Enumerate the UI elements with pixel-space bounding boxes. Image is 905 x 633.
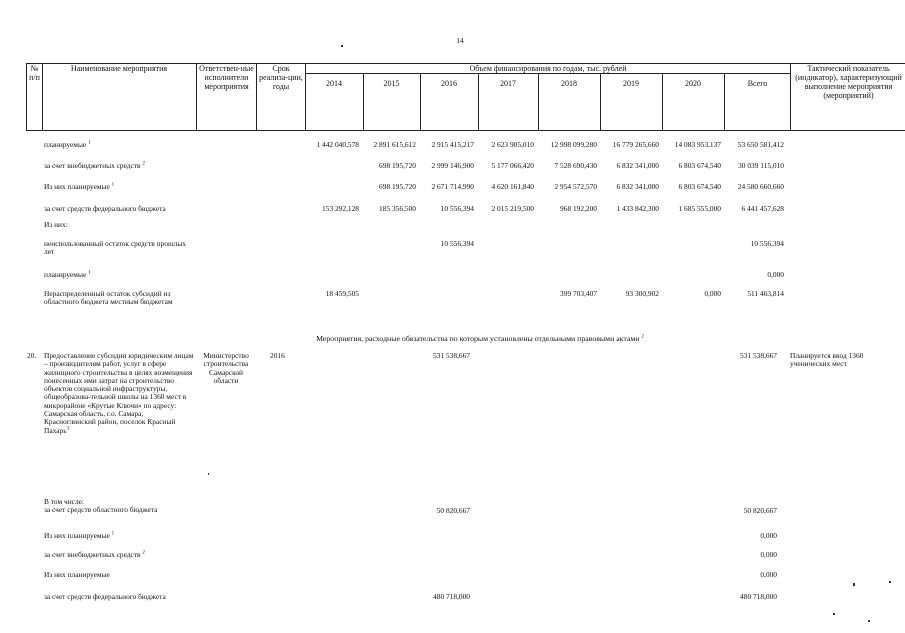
- scan-speck: [868, 620, 870, 622]
- item-total: 531 538,667: [740, 351, 777, 360]
- page-number: 14: [456, 36, 464, 45]
- row-value: 10 556,394: [440, 204, 474, 213]
- row-total: 50 820,667: [743, 506, 777, 515]
- row-label-text: Из них планируемые: [44, 570, 110, 579]
- scan-speck: [889, 581, 891, 583]
- row-value: 0,000: [704, 289, 721, 298]
- row-value: 2 015 219,500: [491, 204, 534, 213]
- row-value: 14 083 953,137: [674, 140, 721, 149]
- row-value: 2 999 146,900: [431, 161, 474, 170]
- row-label-text: неиспользованный остаток средств прошлых лет: [44, 239, 186, 257]
- item-name-text: Предоставление субсидии юридическим лицам – производителям работ, услуг в сфере жилищного строительства в целях возмещения понесенных ими затрат на строительство объектов социальной инфраструктуры, общеобразова-тельной школы на 1360 мест в микрорайоне «Крутые Ключи» по адресу: Самарская область, г.о. Самара, Красноглинский район, поселок Красный Пахарь: [44, 351, 194, 435]
- col-line: [256, 63, 257, 130]
- row-label-sup: 1: [88, 270, 91, 276]
- row-value: 6 832 341,000: [616, 182, 659, 191]
- row-value: 4 620 161,840: [491, 182, 534, 191]
- header-year: 2014: [326, 79, 342, 88]
- row-label-text: планируемые: [44, 140, 87, 149]
- row-label: [44, 141, 190, 149]
- row-value: 399 703,407: [560, 289, 597, 298]
- row-total: 0,000: [767, 270, 784, 279]
- row-value: 1 433 842,300: [616, 204, 659, 213]
- header-num: № п/п: [29, 64, 40, 82]
- row-total: 10 556,394: [750, 239, 784, 248]
- section-title-text: Мероприятия, расходные обязательства по которым установлены отдельными правовыми актами: [316, 334, 640, 343]
- row-value: 2 915 415,217: [431, 140, 474, 149]
- row-value: 2 671 714,990: [431, 182, 474, 191]
- row-value: 968 192,200: [560, 204, 597, 213]
- row-value: 93 300,902: [625, 289, 659, 298]
- row-label: [44, 183, 190, 191]
- row-label: [44, 290, 190, 307]
- row-value: 12 998 099,280: [550, 140, 597, 149]
- row-total: 30 039 115,010: [738, 161, 784, 170]
- section-title-sup: 2: [641, 334, 644, 340]
- row-label-text: за счет средств федерального бюджета: [44, 592, 166, 601]
- row-label: [44, 532, 194, 540]
- row-value: 6 803 674,540: [678, 182, 721, 191]
- row-label-sup: 1: [111, 182, 115, 188]
- item-term: 2016: [270, 351, 285, 360]
- row-total: 0,000: [760, 570, 777, 579]
- header-bottom-line: [26, 130, 905, 131]
- row-label: [44, 271, 190, 279]
- col-line: [42, 63, 43, 130]
- scan-speck: [341, 45, 343, 47]
- row-total: 480 718,000: [740, 592, 777, 601]
- header-indicator: Тактический показатель (индикатор), характеризующий выполнение мероприятия (мероприятий): [795, 64, 902, 100]
- row-value: 698 195,720: [379, 161, 416, 170]
- row-value: 7 528 690,430: [554, 161, 597, 170]
- row-value: 10 556,394: [440, 239, 474, 248]
- row-label-text: за счет средств областного бюджета: [44, 505, 158, 515]
- header-year: 2015: [383, 79, 400, 88]
- row-label: [44, 593, 194, 601]
- item-responsible: Министерство строительства Самарской области: [203, 351, 249, 385]
- row-value: 5 177 066,420: [491, 161, 534, 170]
- row-label: [44, 551, 194, 559]
- row-value: 480 718,000: [433, 592, 470, 601]
- row-label-text: за счет внебюджетных средств: [44, 161, 141, 170]
- row-label-text: Из них планируемые: [44, 182, 110, 191]
- funding-sub-line: [305, 73, 790, 74]
- row-label: [44, 162, 190, 170]
- header-year: 2017: [500, 79, 516, 88]
- section-title: [200, 335, 760, 343]
- row-total: 6 441 457,628: [741, 204, 784, 213]
- row-label-sup: 2: [142, 161, 145, 167]
- row-value: 2 891 615,612: [373, 140, 416, 149]
- header-year: 2016: [441, 79, 457, 88]
- row-label-text: Нераспределенный остаток субсидий из областного бюджета местным бюджетам: [44, 289, 173, 307]
- header-year: 2020: [685, 79, 701, 88]
- row-label: [44, 571, 194, 579]
- row-label-text: за счет средств федерального бюджета: [44, 204, 166, 213]
- header-name: Наименование мероприятия: [70, 64, 168, 73]
- item-name: [44, 352, 194, 435]
- row-value: 6 803 674,540: [678, 161, 721, 170]
- col-line: [305, 63, 306, 130]
- row-label-text: планируемые: [44, 270, 87, 279]
- col-line: [196, 63, 197, 130]
- row-label: [44, 498, 194, 515]
- row-label-sup: 1: [88, 140, 91, 146]
- row-label-sup: 2: [142, 550, 145, 556]
- item-number: 20.: [27, 351, 37, 360]
- row-value: 16 779 265,660: [612, 140, 659, 149]
- header-year: 2018: [561, 79, 577, 88]
- row-label-text: Из них:: [44, 220, 68, 229]
- row-total: 0,000: [760, 531, 777, 540]
- header-year: 2019: [623, 79, 639, 88]
- header-funding: Объем финансирования по годам, тыс. рублей: [469, 64, 627, 73]
- row-label: [44, 240, 190, 257]
- row-value: 153 292,128: [322, 204, 359, 213]
- row-value: 1 685 555,000: [678, 204, 721, 213]
- row-value: 2 623 905,010: [491, 140, 534, 149]
- row-total: 511 463,814: [747, 289, 784, 298]
- row-value: 2 954 572,570: [554, 182, 597, 191]
- row-value: 18 459,505: [325, 289, 359, 298]
- row-label-text: В том числе:: [44, 497, 84, 506]
- header-resp: Ответствен-ные исполнители мероприятия: [199, 64, 254, 91]
- row-value: 698 195,720: [379, 182, 416, 191]
- item-name-sup: 3: [66, 426, 70, 432]
- row-value: 1 442 040,578: [316, 140, 359, 149]
- row-label-sup: 1: [111, 531, 115, 537]
- scan-speck: [833, 613, 835, 615]
- scan-speck: [208, 473, 209, 475]
- row-label: [44, 205, 190, 213]
- row-value: 50 820,667: [436, 506, 470, 515]
- row-label-text: Из них планируемые: [44, 531, 110, 540]
- row-value: 185 356,500: [379, 204, 416, 213]
- header-total: Всего: [747, 79, 768, 88]
- row-label: [44, 221, 190, 229]
- item-indicator: Планируется ввод 1360 ученических мест: [790, 351, 864, 369]
- row-value: 6 832 341,000: [616, 161, 659, 170]
- scan-speck: [853, 583, 855, 586]
- header-term: Срок реализа-ции, годы: [259, 64, 303, 91]
- col-line: [790, 63, 791, 130]
- row-total: 53 650 581,412: [737, 140, 784, 149]
- item-2016-value: 531 538,667: [433, 351, 470, 360]
- row-total: 24 580 660,660: [737, 182, 784, 191]
- row-label-text: за счет внебюджетных средств: [44, 550, 141, 559]
- row-total: 0,000: [760, 550, 777, 559]
